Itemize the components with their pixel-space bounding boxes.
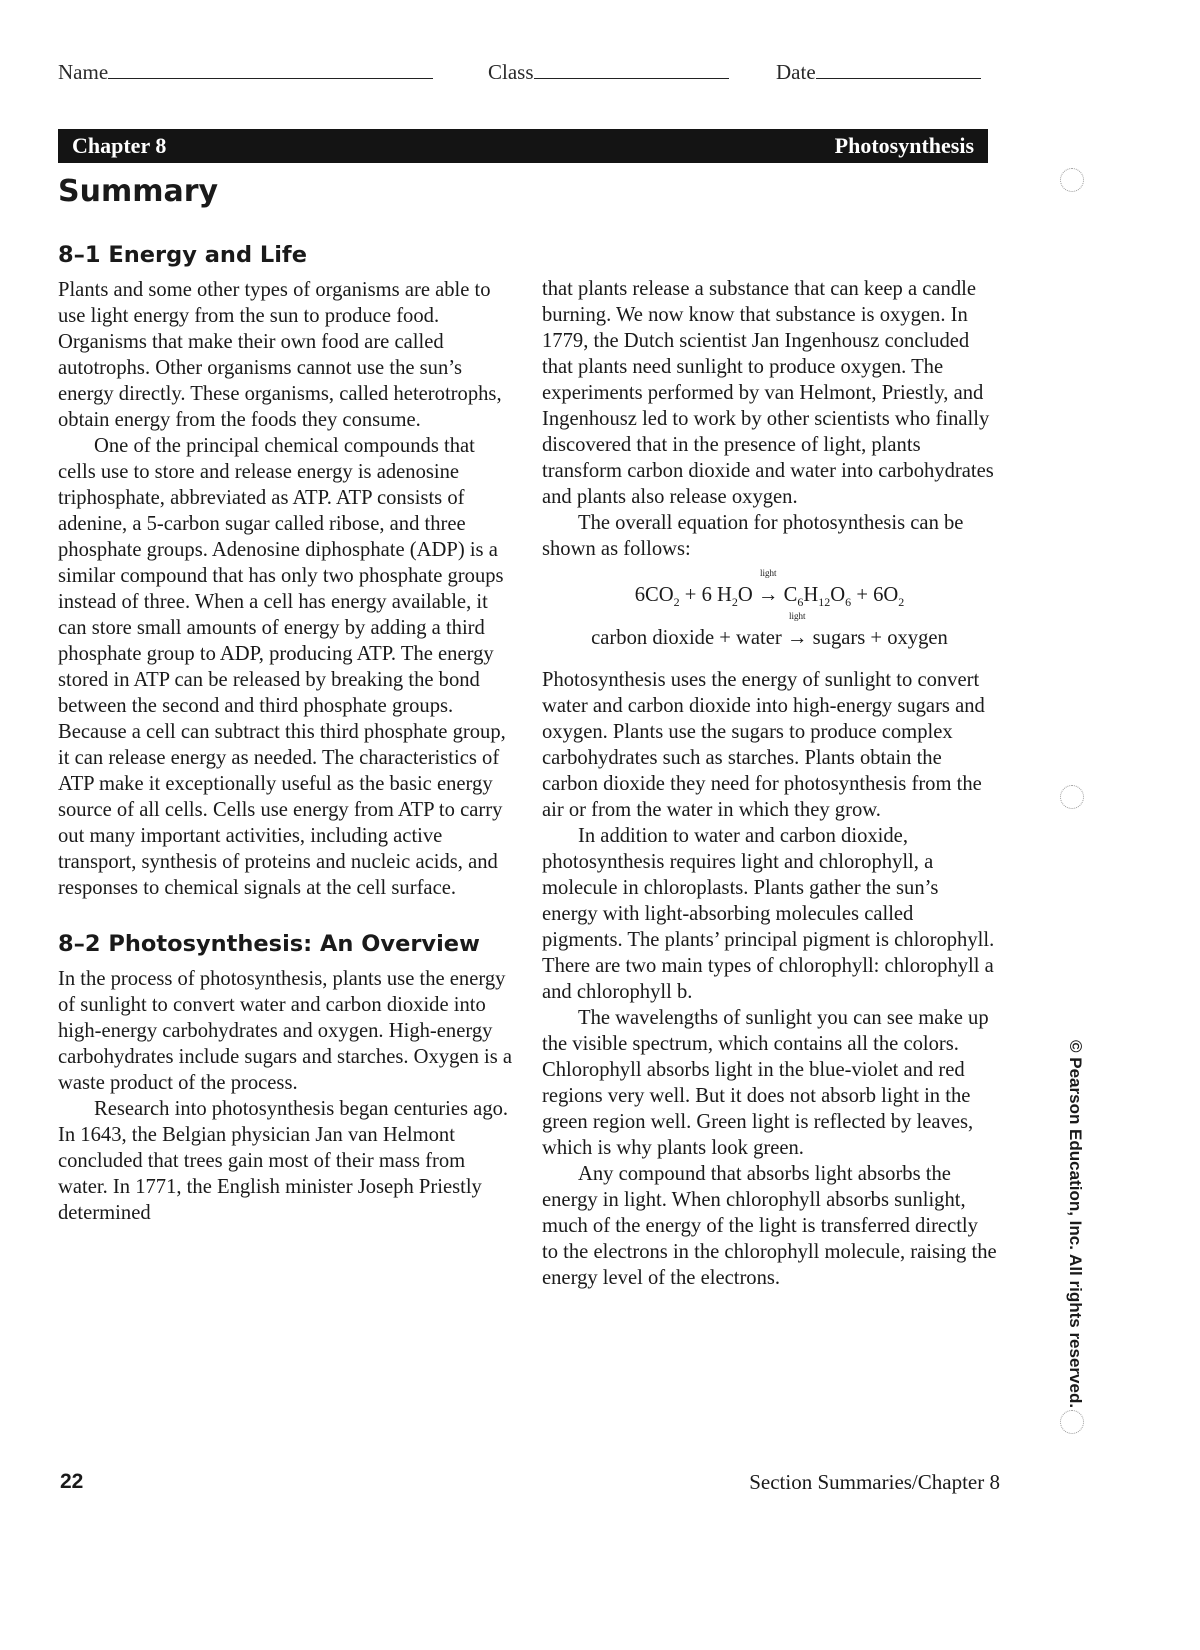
class-field-row (488, 60, 729, 85)
name-field-row (58, 60, 433, 85)
word-equation: carbon dioxide + water light → sugars + oxygen (542, 623, 997, 653)
class-line[interactable] (534, 60, 729, 79)
date-label: Date (776, 60, 816, 84)
reaction-arrow: light → (757, 568, 779, 606)
copyright-notice: © Pearson Education, Inc. All rights reserved. (1066, 1040, 1085, 1409)
paragraph: The wavelengths of sunlight you can see make up the visible spectrum, which contains all the colors. Chlorophyll absorbs light in the blue-violet and red regions very well. But it does not absorb light in the green region well. Green light is reflected by leaves, which is why plants look green. (542, 1007, 989, 1160)
right-column (542, 276, 997, 1291)
chapter-bar (58, 129, 988, 163)
left-column (58, 240, 513, 1226)
reaction-arrow: light → (786, 611, 808, 650)
paragraph: In addition to water and carbon dioxide, photosynthesis requires light and chlorophyll, a molecule in chloroplasts. Plants gather the sun’s energy with light-absorbing molecules called pigments. The plants’ principal pigment is chlorophyll. There are two main types of chlorophyll: chlorophyll a and chlorophyll b. (542, 825, 995, 1004)
name-line[interactable] (108, 60, 433, 79)
paragraph: Plants and some other types of organisms are able to use light energy from the sun to produce food. Organisms that make their own food are called autotrophs. Other organisms cannot use the sun’s energy directly. These organisms, called heterotrophs, obtain energy from the foods they consume. (58, 279, 502, 431)
paragraph: that plants release a substance that can keep a candle burning. We now know that substance is oxygen. In 1779, the Dutch scientist Jan Ingenhousz concluded that plants need sunlight to produce oxygen. The experiments performed by van Helmont, Priestly, and Ingenhousz led to work by other scientists who finally discovered that in the presence of light, plants transform carbon dioxide and water into carbohydrates and plants also release oxygen. (542, 278, 994, 508)
binder-hole-decoration (1060, 1410, 1084, 1434)
binder-hole-decoration (1060, 168, 1084, 192)
page-title: Summary (58, 174, 219, 209)
paragraph: Research into photosynthesis began centuries ago. In 1643, the Belgian physician Jan van Helmont concluded that trees gain most of their mass from water. In 1771, the English minister Joseph Priestly determined (58, 1098, 509, 1224)
paragraph: One of the principal chemical compounds that cells use to store and release energy is adenosine triphosphate, abbreviated as ATP. ATP consists of adenine, a 5-carbon sugar called ribose, and three phosphate groups. Adenosine diphosphate (ADP) is a similar compound that has only two phosphate groups instead of three. When a cell has energy available, it can store small amounts of energy by adding a third phosphate group to ADP, producing ATP. The energy stored in ATP can be released by breaking the bond between the second and third phosphate groups. Because a cell can subtract this third phosphate group, it can release energy as needed. The characteristics of ATP make it exceptionally useful as the basic energy source of all cells. Cells use energy from ATP to carry out many important activities, including active transport, synthesis of proteins and nucleic acids, and responses to chemical signals at the cell surface. (58, 435, 506, 899)
page-number: 22 (60, 1470, 84, 1493)
footer-section-label: Section Summaries/Chapter 8 (749, 1470, 1000, 1494)
date-line[interactable] (816, 60, 981, 79)
chapter-label: Chapter 8 (72, 133, 167, 158)
photosynthesis-equation (542, 568, 997, 653)
paragraph: The overall equation for photosynthesis can be shown as follows: (542, 512, 964, 560)
chemical-equation: $6CO_2 + 6$ $H_2O$ light → $C_6H_{12}O_6 + 6O_2$ (634, 568, 905, 610)
paragraph: Photosynthesis uses the energy of sunlight to convert water and carbon dioxide into high-energy sugars and oxygen. Plants use the sugars to produce complex carbohydrates such as starches. Plants obtain the carbon dioxide they need for photosynthesis from the air or from the water in which they grow. (542, 669, 985, 822)
paragraph: Any compound that absorbs light absorbs the energy in light. When chlorophyll absorbs sunlight, much of the energy of the light is transferred directly to the electrons in the chlorophyll molecule, raising the energy level of the electrons. (542, 1163, 997, 1290)
section-heading-8-2: 8–2 Photosynthesis: An Overview (58, 931, 480, 957)
chapter-topic: Photosynthesis (834, 133, 974, 158)
binder-hole-decoration (1060, 785, 1084, 809)
date-field-row (776, 60, 981, 85)
section-heading-8-1: 8–1 Energy and Life (58, 242, 307, 268)
paragraph: In the process of photosynthesis, plants use the energy of sunlight to convert water and carbon dioxide into high-energy carbohydrates and oxygen. High-energy carbohydrates include sugars and starches. Oxygen is a waste product of the process. (58, 968, 513, 1094)
class-label: Class (488, 60, 534, 84)
name-label: Name (58, 60, 109, 84)
